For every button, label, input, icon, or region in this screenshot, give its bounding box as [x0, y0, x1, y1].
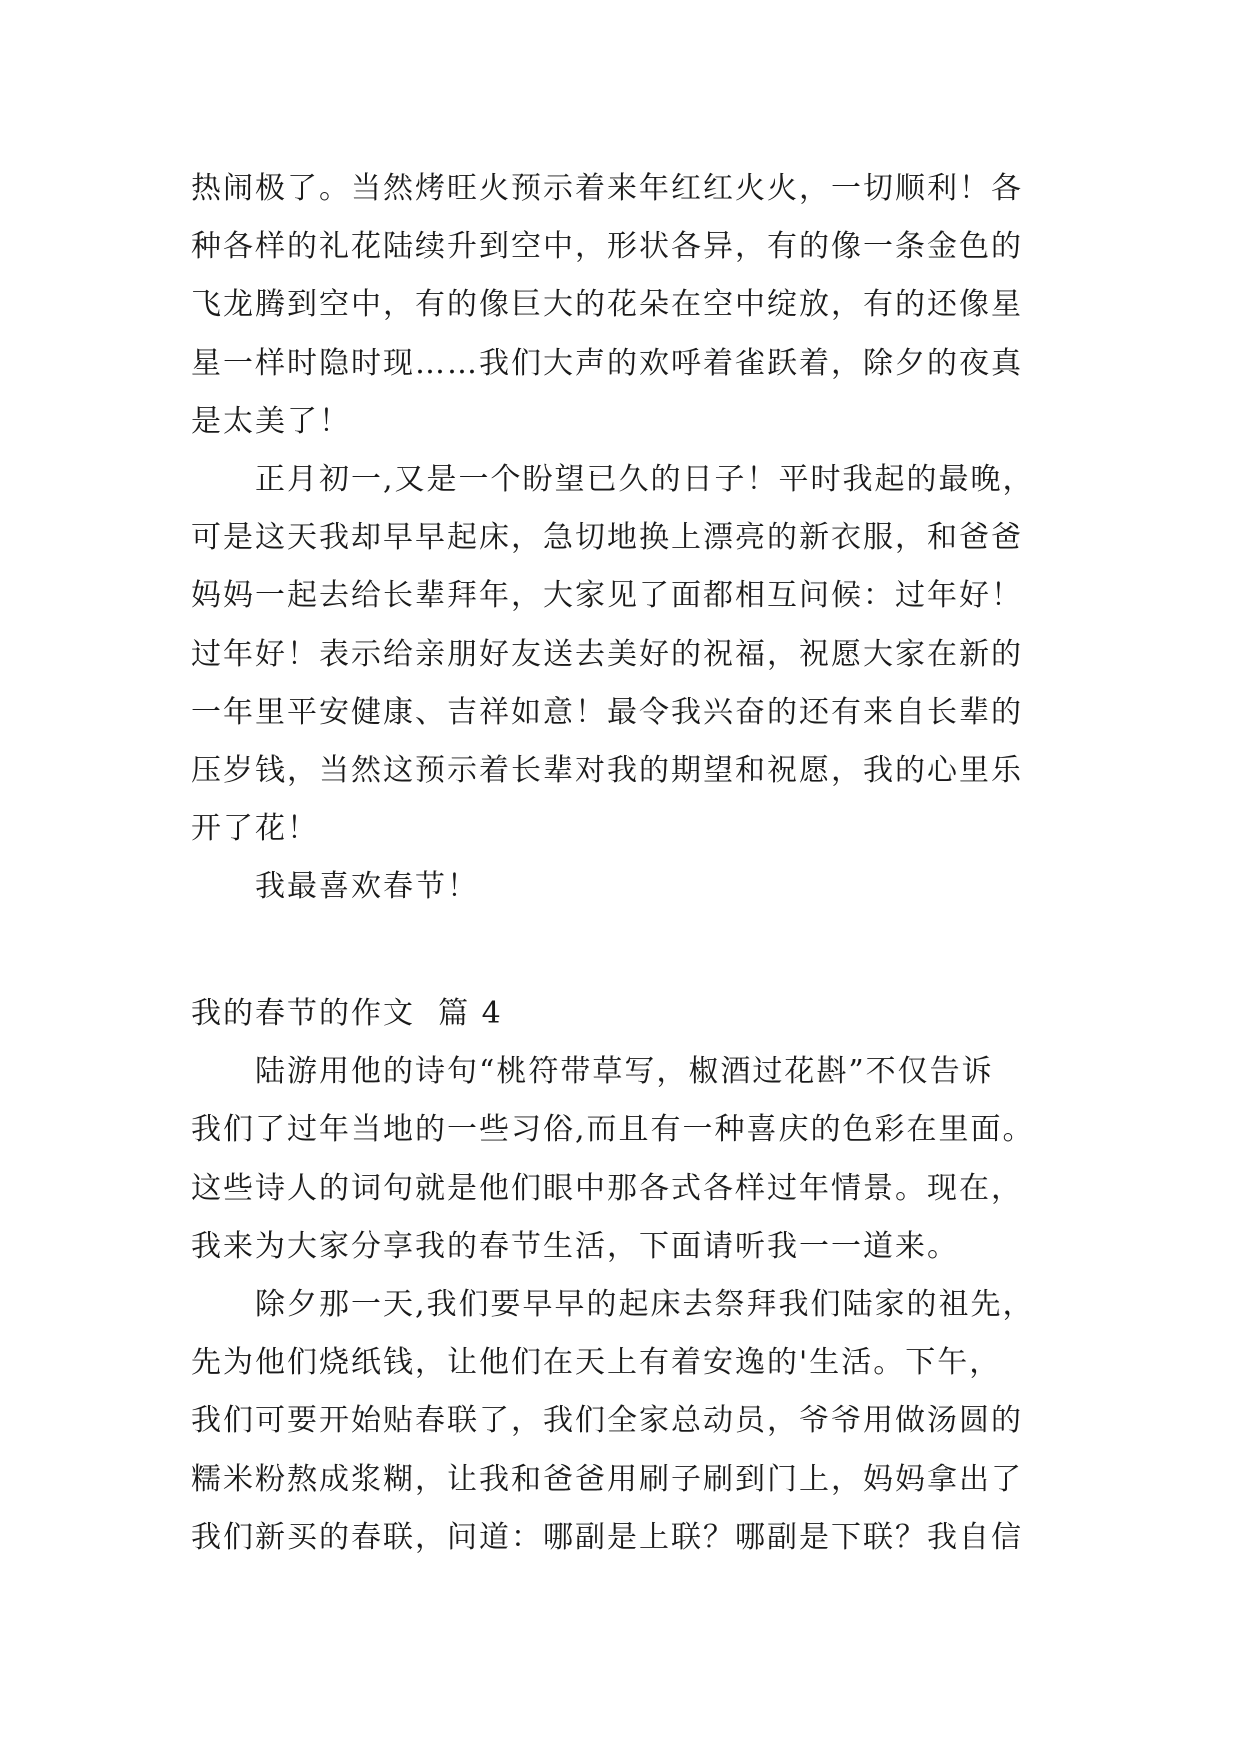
- text-line: 我来为大家分享我的春节生活，下面请听我一一道来。: [191, 1228, 959, 1264]
- text-line: 正月初一,又是一个盼望已久的日子！平时我起的最晚，: [255, 461, 1035, 497]
- text-line: 可是这天我却早早起床，急切地换上漂亮的新衣服，和爸爸: [191, 520, 1023, 556]
- text-line: 先为他们烧纸钱，让他们在天上有着安逸的'生活。下午，: [191, 1345, 1002, 1381]
- text-line: 我们可要开始贴春联了，我们全家总动员，爷爷用做汤圆的: [191, 1403, 1023, 1439]
- second-section: [191, 985, 1053, 1567]
- text-line: 糯米粉熬成浆糊，让我和爸爸用刷子刷到门上，妈妈拿出了: [191, 1461, 1023, 1497]
- section-heading: 我的春节的作文 篇 4: [191, 996, 503, 1031]
- text-line: 陆游用他的诗句“桃符带草写，椒酒过花斟”不仅告诉: [255, 1054, 994, 1090]
- text-line: 开了花！: [191, 811, 319, 847]
- paragraph: [191, 858, 1053, 916]
- paragraph: [191, 160, 1053, 451]
- text-line: 热闹极了。当然烤旺火预示着来年红红火火，一切顺利！各: [191, 171, 1023, 206]
- text-line: 这些诗人的词句就是他们眼中那各式各样过年情景。现在，: [191, 1170, 1023, 1206]
- first-section: [191, 160, 1053, 916]
- text-line: 种各样的礼花陆续升到空中，形状各异，有的像一条金色的: [191, 229, 1023, 265]
- text-line: 过年好！表示给亲朋好友送去美好的祝福，祝愿大家在新的: [191, 636, 1023, 672]
- paragraph: [191, 1276, 1053, 1567]
- paragraph: [191, 451, 1053, 858]
- text-line: 压岁钱，当然这预示着长辈对我的期望和祝愿，我的心里乐: [191, 752, 1023, 788]
- text-line: 我们新买的春联，问道：哪副是上联？哪副是下联？我自信: [191, 1519, 1023, 1555]
- text-line: 妈妈一起去给长辈拜年，大家见了面都相互问候：过年好！: [191, 578, 1023, 614]
- text-line: 是太美了！: [191, 403, 351, 439]
- text-line: 星一样时隐时现……我们大声的欢呼着雀跃着，除夕的夜真: [191, 345, 1023, 381]
- text-line: 我们了过年当地的一些习俗,而且有一种喜庆的色彩在里面。: [191, 1112, 1035, 1148]
- text-line: 除夕那一天,我们要早早的起床去祭拜我们陆家的祖先，: [255, 1286, 1035, 1322]
- text-line: 我最喜欢春节！: [255, 869, 479, 905]
- text-line: 一年里平安健康、吉祥如意！最令我兴奋的还有来自长辈的: [191, 694, 1023, 730]
- text-line: 飞龙腾到空中，有的像巨大的花朵在空中绽放，有的还像星: [191, 287, 1023, 323]
- paragraph: [191, 1043, 1053, 1276]
